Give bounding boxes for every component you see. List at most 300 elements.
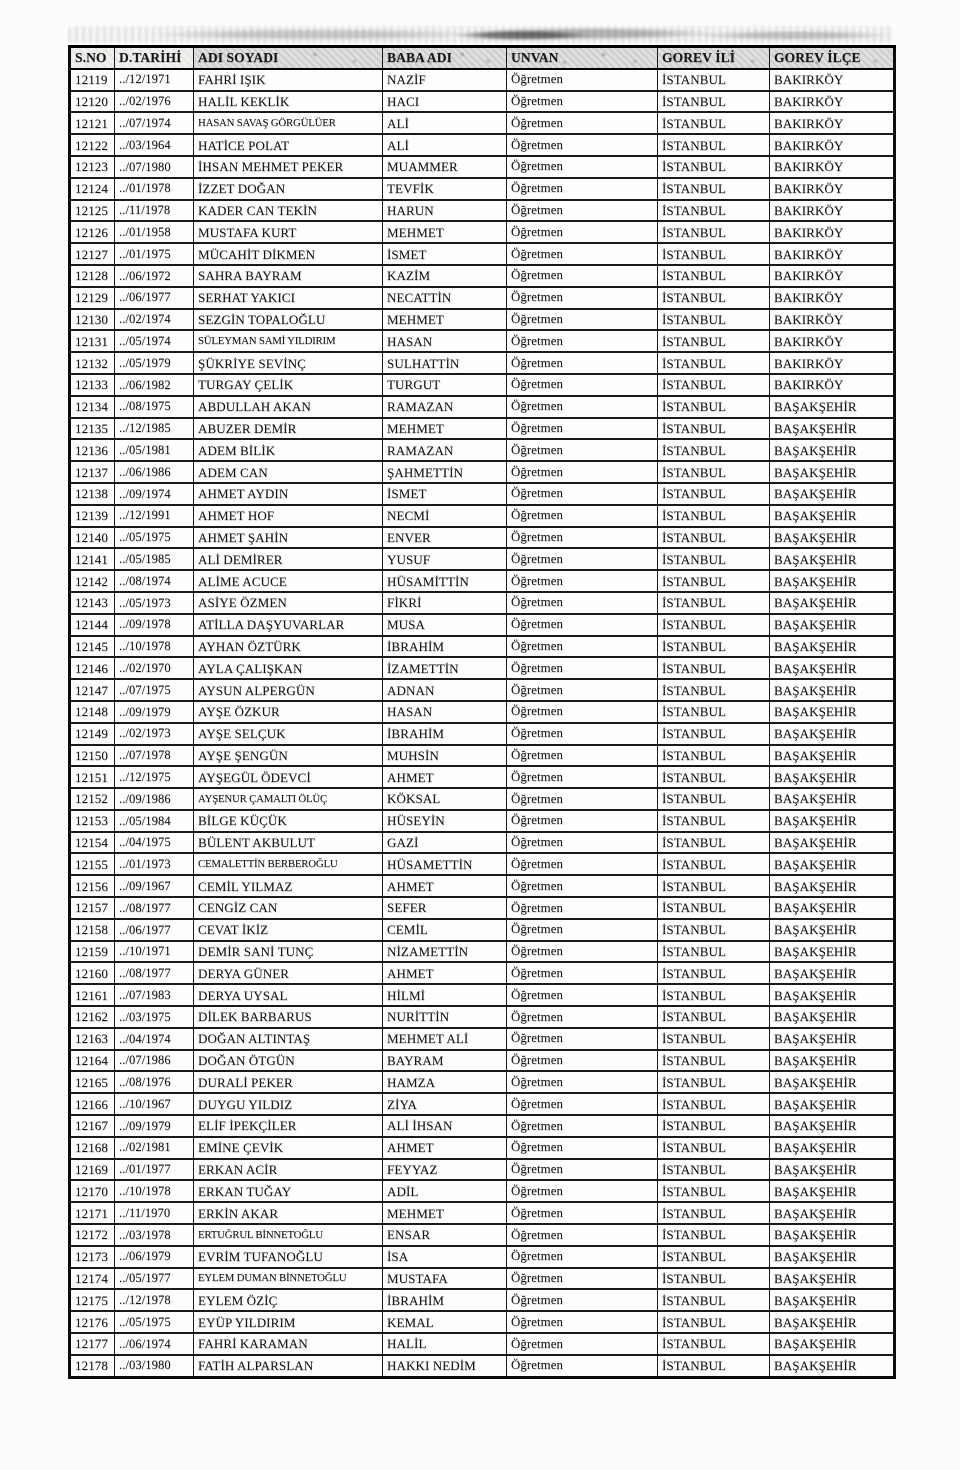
- column-header: S.NO: [70, 47, 115, 69]
- table-cell: ../05/1981: [115, 439, 194, 461]
- table-cell: BAŞAKŞEHİR: [770, 941, 895, 963]
- table-cell: 12130: [70, 309, 115, 331]
- table-cell: Öğretmen: [507, 374, 658, 396]
- table-cell: 12121: [70, 112, 115, 134]
- table-cell: ../07/1980: [115, 156, 194, 178]
- table-cell: ALİ DEMİRER: [194, 548, 383, 570]
- table-cell: BAKIRKÖY: [770, 200, 895, 222]
- table-cell: ERTUĞRUL BİNNETOĞLU: [194, 1224, 383, 1246]
- table-row: [70, 614, 895, 636]
- table-row: [70, 309, 895, 331]
- table-cell: BAŞAKŞEHİR: [770, 745, 895, 767]
- table-cell: HASAN SAVAŞ GÖRGÜLÜER: [194, 112, 383, 134]
- table-cell: ../03/1975: [115, 1006, 194, 1028]
- table-body: [70, 69, 895, 1377]
- table-cell: 12136: [70, 439, 115, 461]
- table-cell: 12161: [70, 984, 115, 1006]
- table-row: [70, 941, 895, 963]
- table-cell: ../07/1983: [115, 984, 194, 1006]
- table-cell: ../10/1978: [115, 1180, 194, 1202]
- table-cell: İSTANBUL: [658, 1333, 770, 1355]
- table-cell: EVRİM TUFANOĞLU: [194, 1246, 383, 1268]
- table-cell: AYŞE ŞENGÜN: [194, 745, 383, 767]
- table-cell: 12166: [70, 1093, 115, 1115]
- table-cell: RAMAZAN: [383, 396, 507, 418]
- table-cell: İSTANBUL: [658, 1268, 770, 1290]
- table-cell: ../12/1975: [115, 766, 194, 788]
- table-cell: Öğretmen: [507, 330, 658, 352]
- table-cell: 12131: [70, 330, 115, 352]
- table-cell: ŞAHMETTİN: [383, 461, 507, 483]
- table-cell: ADİL: [383, 1180, 507, 1202]
- table-cell: ../06/1982: [115, 374, 194, 396]
- table-cell: 12148: [70, 701, 115, 723]
- table-cell: ../05/1984: [115, 810, 194, 832]
- table-cell: 12140: [70, 527, 115, 549]
- table-cell: İSTANBUL: [658, 439, 770, 461]
- table-cell: Öğretmen: [507, 505, 658, 527]
- table-cell: İSTANBUL: [658, 134, 770, 156]
- table-cell: Öğretmen: [507, 636, 658, 658]
- table-cell: İSTANBUL: [658, 657, 770, 679]
- table-cell: 12160: [70, 962, 115, 984]
- table-cell: FEYYAZ: [383, 1159, 507, 1181]
- table-row: [70, 527, 895, 549]
- table-cell: ../02/1981: [115, 1137, 194, 1159]
- table-cell: EYÜP YILDIRIM: [194, 1311, 383, 1333]
- table-cell: İSTANBUL: [658, 875, 770, 897]
- table-cell: SÜLEYMAN SAMİ YILDIRIM: [194, 330, 383, 352]
- table-cell: İSTANBUL: [658, 614, 770, 636]
- column-header: GOREV İLÇE: [770, 47, 895, 69]
- table-cell: 12165: [70, 1071, 115, 1093]
- table-cell: TEVFİK: [383, 178, 507, 200]
- table-cell: HASAN: [383, 701, 507, 723]
- table-row: [70, 832, 895, 854]
- table-row: [70, 69, 895, 91]
- table-cell: 12175: [70, 1289, 115, 1311]
- table-cell: ../12/1971: [115, 69, 194, 91]
- table-cell: İSTANBUL: [658, 548, 770, 570]
- table-cell: İSTANBUL: [658, 1311, 770, 1333]
- table-cell: MEHMET: [383, 309, 507, 331]
- table-row: [70, 1224, 895, 1246]
- table-cell: BAŞAKŞEHİR: [770, 1224, 895, 1246]
- table-cell: Öğretmen: [507, 527, 658, 549]
- table-cell: HAKKI NEDİM: [383, 1355, 507, 1377]
- table-cell: Öğretmen: [507, 788, 658, 810]
- table-cell: Öğretmen: [507, 112, 658, 134]
- table-row: [70, 330, 895, 352]
- table-cell: 12151: [70, 766, 115, 788]
- table-cell: DUYGU YILDIZ: [194, 1093, 383, 1115]
- table-cell: 12176: [70, 1311, 115, 1333]
- table-cell: DEMİR SANİ TUNÇ: [194, 941, 383, 963]
- table-cell: İSTANBUL: [658, 636, 770, 658]
- column-header: GOREV İLİ: [658, 47, 770, 69]
- table-row: [70, 1246, 895, 1268]
- table-cell: BAŞAKŞEHİR: [770, 984, 895, 1006]
- table-row: [70, 701, 895, 723]
- table-cell: Öğretmen: [507, 1355, 658, 1377]
- table-cell: ZİYA: [383, 1093, 507, 1115]
- table-cell: Öğretmen: [507, 1333, 658, 1355]
- table-row: [70, 483, 895, 505]
- table-cell: Öğretmen: [507, 418, 658, 440]
- table-cell: BAŞAKŞEHİR: [770, 1071, 895, 1093]
- table-cell: BAŞAKŞEHİR: [770, 788, 895, 810]
- table-cell: Öğretmen: [507, 396, 658, 418]
- table-row: [70, 548, 895, 570]
- table-cell: ../10/1967: [115, 1093, 194, 1115]
- table-cell: ŞÜKRİYE SEVİNÇ: [194, 352, 383, 374]
- table-cell: BAŞAKŞEHİR: [770, 570, 895, 592]
- table-cell: 12167: [70, 1115, 115, 1137]
- table-cell: ../09/1967: [115, 875, 194, 897]
- table-cell: BAŞAKŞEHİR: [770, 396, 895, 418]
- table-cell: 12133: [70, 374, 115, 396]
- table-row: [70, 984, 895, 1006]
- table-cell: 12143: [70, 592, 115, 614]
- table-cell: AHMET: [383, 1137, 507, 1159]
- table-cell: ../09/1974: [115, 483, 194, 505]
- table-cell: AYŞENUR ÇAMALTI ÖLÜÇ: [194, 788, 383, 810]
- table-cell: KEMAL: [383, 1311, 507, 1333]
- table-cell: CEVAT İKİZ: [194, 919, 383, 941]
- table-cell: 12147: [70, 679, 115, 701]
- table-row: [70, 1333, 895, 1355]
- table-cell: Öğretmen: [507, 657, 658, 679]
- table-cell: BAŞAKŞEHİR: [770, 1159, 895, 1181]
- table-cell: NECMİ: [383, 505, 507, 527]
- table-cell: ../02/1973: [115, 723, 194, 745]
- table-cell: ADNAN: [383, 679, 507, 701]
- table-cell: CEMİL: [383, 919, 507, 941]
- table-cell: KÖKSAL: [383, 788, 507, 810]
- table-cell: Öğretmen: [507, 1006, 658, 1028]
- table-cell: Öğretmen: [507, 1289, 658, 1311]
- table-cell: İSTANBUL: [658, 527, 770, 549]
- table-cell: MUSTAFA KURT: [194, 221, 383, 243]
- table-cell: İSTANBUL: [658, 853, 770, 875]
- table-cell: EYLEM ÖZİÇ: [194, 1289, 383, 1311]
- table-cell: İSMET: [383, 243, 507, 265]
- table-cell: 12173: [70, 1246, 115, 1268]
- table-cell: İSTANBUL: [658, 396, 770, 418]
- table-cell: Öğretmen: [507, 1311, 658, 1333]
- table-cell: 12171: [70, 1202, 115, 1224]
- table-cell: İSTANBUL: [658, 897, 770, 919]
- table-cell: BAŞAKŞEHİR: [770, 592, 895, 614]
- table-cell: KAZİM: [383, 265, 507, 287]
- table-cell: ../04/1974: [115, 1028, 194, 1050]
- table-cell: Öğretmen: [507, 1071, 658, 1093]
- table-cell: AHMET AYDIN: [194, 483, 383, 505]
- table-cell: 12155: [70, 853, 115, 875]
- table-cell: İSTANBUL: [658, 221, 770, 243]
- table-cell: 12149: [70, 723, 115, 745]
- table-cell: AHMET: [383, 875, 507, 897]
- table-cell: ERKİN AKAR: [194, 1202, 383, 1224]
- table-cell: ../02/1976: [115, 91, 194, 113]
- table-cell: AHMET ŞAHİN: [194, 527, 383, 549]
- table-cell: NECATTİN: [383, 287, 507, 309]
- table-cell: BAKIRKÖY: [770, 374, 895, 396]
- table-cell: NİZAMETTİN: [383, 941, 507, 963]
- table-cell: HALİL: [383, 1333, 507, 1355]
- table-cell: 12158: [70, 919, 115, 941]
- table-cell: İSTANBUL: [658, 91, 770, 113]
- table-cell: AYŞE SELÇUK: [194, 723, 383, 745]
- table-cell: ../06/1972: [115, 265, 194, 287]
- table-cell: Öğretmen: [507, 156, 658, 178]
- table-cell: 12124: [70, 178, 115, 200]
- table-cell: BAKIRKÖY: [770, 265, 895, 287]
- table-cell: 12135: [70, 418, 115, 440]
- table-cell: HALİL KEKLİK: [194, 91, 383, 113]
- table-cell: 12144: [70, 614, 115, 636]
- table-cell: 12120: [70, 91, 115, 113]
- table-cell: BAŞAKŞEHİR: [770, 548, 895, 570]
- table-cell: İSTANBUL: [658, 330, 770, 352]
- table-cell: Öğretmen: [507, 1268, 658, 1290]
- table-cell: BAŞAKŞEHİR: [770, 1202, 895, 1224]
- table-cell: İSTANBUL: [658, 1289, 770, 1311]
- table-row: [70, 1137, 895, 1159]
- table-row: [70, 505, 895, 527]
- table-cell: ../05/1975: [115, 1311, 194, 1333]
- table-cell: 12137: [70, 461, 115, 483]
- table-cell: BAŞAKŞEHİR: [770, 1028, 895, 1050]
- table-row: [70, 875, 895, 897]
- table-cell: Öğretmen: [507, 483, 658, 505]
- table-cell: İSTANBUL: [658, 919, 770, 941]
- table-cell: 12152: [70, 788, 115, 810]
- table-cell: İSTANBUL: [658, 832, 770, 854]
- table-row: [70, 243, 895, 265]
- table-cell: 12174: [70, 1268, 115, 1290]
- table-cell: ../07/1975: [115, 679, 194, 701]
- table-row: [70, 265, 895, 287]
- table-cell: ../06/1986: [115, 461, 194, 483]
- table-cell: İBRAHİM: [383, 636, 507, 658]
- table-row: [70, 112, 895, 134]
- table-cell: ../09/1986: [115, 788, 194, 810]
- table-row: [70, 1355, 895, 1377]
- table-cell: İSTANBUL: [658, 374, 770, 396]
- table-cell: İSTANBUL: [658, 505, 770, 527]
- table-cell: ../05/1985: [115, 548, 194, 570]
- table-cell: BAŞAKŞEHİR: [770, 1311, 895, 1333]
- table-row: [70, 745, 895, 767]
- table-cell: İHSAN MEHMET PEKER: [194, 156, 383, 178]
- table-cell: Öğretmen: [507, 1180, 658, 1202]
- table-cell: ../08/1975: [115, 396, 194, 418]
- table-cell: Öğretmen: [507, 69, 658, 91]
- table-cell: İBRAHİM: [383, 723, 507, 745]
- table-cell: ../06/1977: [115, 919, 194, 941]
- table-cell: ../05/1973: [115, 592, 194, 614]
- table-row: [70, 461, 895, 483]
- table-cell: ../03/1978: [115, 1224, 194, 1246]
- table-cell: Öğretmen: [507, 832, 658, 854]
- table-cell: BAŞAKŞEHİR: [770, 919, 895, 941]
- table-cell: ../01/1978: [115, 178, 194, 200]
- table-cell: 12169: [70, 1159, 115, 1181]
- table-cell: HÜSAMETTİN: [383, 853, 507, 875]
- table-cell: DURALİ PEKER: [194, 1071, 383, 1093]
- table-cell: İSTANBUL: [658, 984, 770, 1006]
- table-cell: İSTANBUL: [658, 461, 770, 483]
- table-cell: 12163: [70, 1028, 115, 1050]
- table-cell: BAKIRKÖY: [770, 352, 895, 374]
- table-cell: ATİLLA DAŞYUVARLAR: [194, 614, 383, 636]
- table-cell: BAŞAKŞEHİR: [770, 527, 895, 549]
- table-cell: ../09/1978: [115, 614, 194, 636]
- table-cell: 12123: [70, 156, 115, 178]
- table-row: [70, 810, 895, 832]
- table-cell: ALİME ACUCE: [194, 570, 383, 592]
- table-cell: 12141: [70, 548, 115, 570]
- table-cell: HÜSEYİN: [383, 810, 507, 832]
- table-cell: İSTANBUL: [658, 570, 770, 592]
- table-cell: Öğretmen: [507, 766, 658, 788]
- column-header: ADI SOYADI: [194, 47, 383, 69]
- table-cell: ../09/1979: [115, 1115, 194, 1137]
- table-row: [70, 91, 895, 113]
- table-cell: 12146: [70, 657, 115, 679]
- table-cell: AHMET: [383, 962, 507, 984]
- table-cell: BAKIRKÖY: [770, 178, 895, 200]
- table-cell: ../09/1979: [115, 701, 194, 723]
- table-row: [70, 723, 895, 745]
- table-cell: ../04/1975: [115, 832, 194, 854]
- table-cell: 12168: [70, 1137, 115, 1159]
- table-cell: 12178: [70, 1355, 115, 1377]
- table-cell: 12139: [70, 505, 115, 527]
- table-cell: 12125: [70, 200, 115, 222]
- table-cell: BAŞAKŞEHİR: [770, 810, 895, 832]
- table-cell: ../08/1977: [115, 962, 194, 984]
- table-cell: Öğretmen: [507, 1137, 658, 1159]
- table-cell: AYLA ÇALIŞKAN: [194, 657, 383, 679]
- table-cell: BAŞAKŞEHİR: [770, 614, 895, 636]
- table-cell: ALİ: [383, 112, 507, 134]
- table-cell: Öğretmen: [507, 1246, 658, 1268]
- table-cell: MEHMET: [383, 221, 507, 243]
- table-row: [70, 156, 895, 178]
- table-cell: DİLEK BARBARUS: [194, 1006, 383, 1028]
- table-cell: MUAMMER: [383, 156, 507, 178]
- table-cell: 12170: [70, 1180, 115, 1202]
- table-cell: TURGAY ÇELİK: [194, 374, 383, 396]
- table-cell: İSTANBUL: [658, 1355, 770, 1377]
- header-row: [70, 47, 895, 69]
- table-cell: BAŞAKŞEHİR: [770, 1289, 895, 1311]
- table-cell: Öğretmen: [507, 1202, 658, 1224]
- table-cell: İSTANBUL: [658, 352, 770, 374]
- table-row: [70, 1006, 895, 1028]
- table-cell: MEHMET: [383, 1202, 507, 1224]
- table-cell: İSTANBUL: [658, 1093, 770, 1115]
- table-cell: Öğretmen: [507, 570, 658, 592]
- table-cell: İSTANBUL: [658, 178, 770, 200]
- table-cell: ../03/1980: [115, 1355, 194, 1377]
- table-cell: ../12/1978: [115, 1289, 194, 1311]
- table-cell: İSTANBUL: [658, 1028, 770, 1050]
- table-cell: BAŞAKŞEHİR: [770, 461, 895, 483]
- table-cell: BAKIRKÖY: [770, 243, 895, 265]
- table-row: [70, 1071, 895, 1093]
- table-cell: FATİH ALPARSLAN: [194, 1355, 383, 1377]
- table-cell: BAŞAKŞEHİR: [770, 1137, 895, 1159]
- table-cell: ../06/1974: [115, 1333, 194, 1355]
- table-cell: ERKAN TUĞAY: [194, 1180, 383, 1202]
- table-cell: Öğretmen: [507, 614, 658, 636]
- table-cell: 12142: [70, 570, 115, 592]
- table-row: [70, 897, 895, 919]
- table-cell: CENGİZ CAN: [194, 897, 383, 919]
- table-cell: DOĞAN ÖTGÜN: [194, 1050, 383, 1072]
- table-row: [70, 1050, 895, 1072]
- table-cell: ALİ İHSAN: [383, 1115, 507, 1137]
- table-cell: Öğretmen: [507, 1050, 658, 1072]
- table-cell: ../02/1974: [115, 309, 194, 331]
- table-cell: İSTANBUL: [658, 723, 770, 745]
- table-cell: İSTANBUL: [658, 1137, 770, 1159]
- table-cell: HİLMİ: [383, 984, 507, 1006]
- table-cell: ERKAN ACİR: [194, 1159, 383, 1181]
- table-cell: BAŞAKŞEHİR: [770, 853, 895, 875]
- table-cell: Öğretmen: [507, 265, 658, 287]
- table-row: [70, 1180, 895, 1202]
- table-cell: BAŞAKŞEHİR: [770, 1093, 895, 1115]
- table-cell: AHMET: [383, 766, 507, 788]
- table-cell: BAKIRKÖY: [770, 221, 895, 243]
- table-cell: EYLEM DUMAN BİNNETOĞLU: [194, 1268, 383, 1290]
- table-cell: BAKIRKÖY: [770, 91, 895, 113]
- table-cell: 12129: [70, 287, 115, 309]
- table-cell: İSTANBUL: [658, 766, 770, 788]
- table-cell: ../06/1979: [115, 1246, 194, 1268]
- table-row: [70, 374, 895, 396]
- table-cell: ../08/1977: [115, 897, 194, 919]
- table-cell: BAŞAKŞEHİR: [770, 636, 895, 658]
- table-cell: Öğretmen: [507, 134, 658, 156]
- table-cell: 12162: [70, 1006, 115, 1028]
- table-cell: ../07/1974: [115, 112, 194, 134]
- table-cell: BAŞAKŞEHİR: [770, 1115, 895, 1137]
- table-cell: MEHMET ALİ: [383, 1028, 507, 1050]
- table-cell: ../01/1958: [115, 221, 194, 243]
- table-cell: ../06/1977: [115, 287, 194, 309]
- table-cell: AYŞE ÖZKUR: [194, 701, 383, 723]
- table-row: [70, 636, 895, 658]
- table-cell: Öğretmen: [507, 548, 658, 570]
- table-cell: İSTANBUL: [658, 200, 770, 222]
- table-cell: MEHMET: [383, 418, 507, 440]
- table-cell: ENVER: [383, 527, 507, 549]
- table-cell: BAŞAKŞEHİR: [770, 1006, 895, 1028]
- table-cell: Öğretmen: [507, 91, 658, 113]
- table-cell: RAMAZAN: [383, 439, 507, 461]
- table-cell: 12122: [70, 134, 115, 156]
- table-row: [70, 766, 895, 788]
- table-row: [70, 1311, 895, 1333]
- table-cell: NURİTTİN: [383, 1006, 507, 1028]
- table-cell: Öğretmen: [507, 352, 658, 374]
- table-cell: Öğretmen: [507, 919, 658, 941]
